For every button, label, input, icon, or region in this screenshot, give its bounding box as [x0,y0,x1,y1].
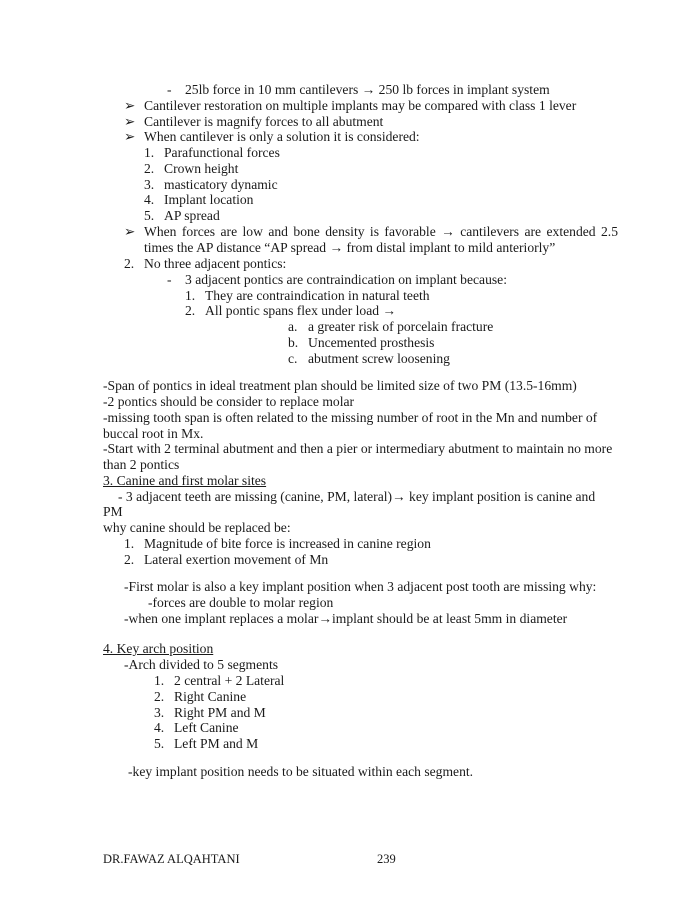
list-marker: 4. [144,192,155,207]
bullet-arrow-icon: ➢ [124,224,136,239]
bullet-arrow-icon: ➢ [124,129,136,144]
paragraph-line: -First molar is also a key implant position when 3 adjacent post tooth are missing why: [124,579,597,594]
list-marker: 2. [185,303,196,318]
list-marker: 3. [144,177,155,192]
list-marker: 4. [154,720,165,735]
list-item: 2 central + 2 Lateral [174,673,285,688]
list-marker: 1. [154,673,165,688]
sub-item: 3 adjacent pontics are contraindication on implant because: [185,272,507,287]
paragraph-line: -key implant position needs to be situated within each segment. [128,764,474,779]
list-marker: 1. [124,536,135,551]
list-marker: 5. [144,208,155,223]
bullet-item: Cantilever restoration on multiple implants may be compared with class 1 lever [144,98,577,113]
list-item: Left PM and M [174,736,259,751]
text-line: 25lb force in 10 mm cantilevers → 250 lb forces in implant system [185,82,550,97]
bullet-item-continuation: times the AP distance “AP spread → from distal implant to mild anteriorly” [144,240,556,255]
list-item: They are contraindication in natural teeth [205,288,430,303]
list-marker: 2. [154,689,165,704]
paragraph-line: -when one implant replaces a molar→implant should be at least 5mm in diameter [124,611,568,626]
section-heading: 3. Canine and first molar sites [103,473,267,488]
dash-marker: - [167,272,172,287]
section-number: 2. [124,256,135,271]
paragraph-line: -Span of pontics in ideal treatment plan should be limited size of two PM (13.5-16mm) [103,378,577,393]
paragraph-line: -Arch divided to 5 segments [124,657,279,672]
section-heading: 4. Key arch position [103,641,214,656]
list-marker: 1. [185,288,196,303]
bullet-arrow-icon: ➢ [124,114,136,129]
paragraph-line: - 3 adjacent teeth are missing (canine, PM, lateral)→ key implant position is canine and [118,489,596,504]
paragraph-line: than 2 pontics [103,457,180,472]
list-item: Implant location [164,192,254,207]
list-item: Parafunctional forces [164,145,280,160]
list-item: Lateral exertion movement of Mn [144,552,329,567]
list-marker: 2. [124,552,135,567]
list-item: All pontic spans flex under load → [205,303,397,318]
list-item: Crown height [164,161,239,176]
list-marker: b. [288,335,299,350]
list-marker: 2. [144,161,155,176]
list-item: Right PM and M [174,705,266,720]
bullet-arrow-icon: ➢ [124,98,136,113]
list-marker: 1. [144,145,155,160]
list-item: Uncemented prosthesis [308,335,435,350]
list-item: Left Canine [174,720,239,735]
paragraph-line: -2 pontics should be consider to replace molar [103,394,355,409]
bullet-item: Cantilever is magnify forces to all abutment [144,114,384,129]
paragraph-line: -Start with 2 terminal abutment and then a pier or intermediary abutment to maintain no more [103,441,613,456]
dash-marker: - [167,82,172,97]
paragraph-line: why canine should be replaced be: [103,520,291,535]
list-item: masticatory dynamic [164,177,278,192]
list-marker: a. [288,319,298,334]
list-item: Magnitude of bite force is increased in canine region [144,536,431,551]
footer-author: DR.FAWAZ ALQAHTANI [103,852,240,866]
paragraph-line: -forces are double to molar region [148,595,334,610]
list-item: a greater risk of porcelain fracture [308,319,494,334]
list-item: abutment screw loosening [308,351,450,366]
list-marker: 5. [154,736,165,751]
paragraph-line: -missing tooth span is often related to the missing number of root in the Mn and number of [103,410,598,425]
paragraph-line: buccal root in Mx. [103,426,204,441]
list-item: Right Canine [174,689,247,704]
list-item: AP spread [164,208,220,223]
page-number: 239 [377,852,396,866]
bullet-item: When forces are low and bone density is favorable → cantilevers are extended 2.5 [144,224,618,239]
bullet-item: When cantilever is only a solution it is considered: [144,129,420,144]
section-title: No three adjacent pontics: [144,256,287,271]
paragraph-line: PM [103,504,123,519]
list-marker: c. [288,351,298,366]
list-marker: 3. [154,705,165,720]
